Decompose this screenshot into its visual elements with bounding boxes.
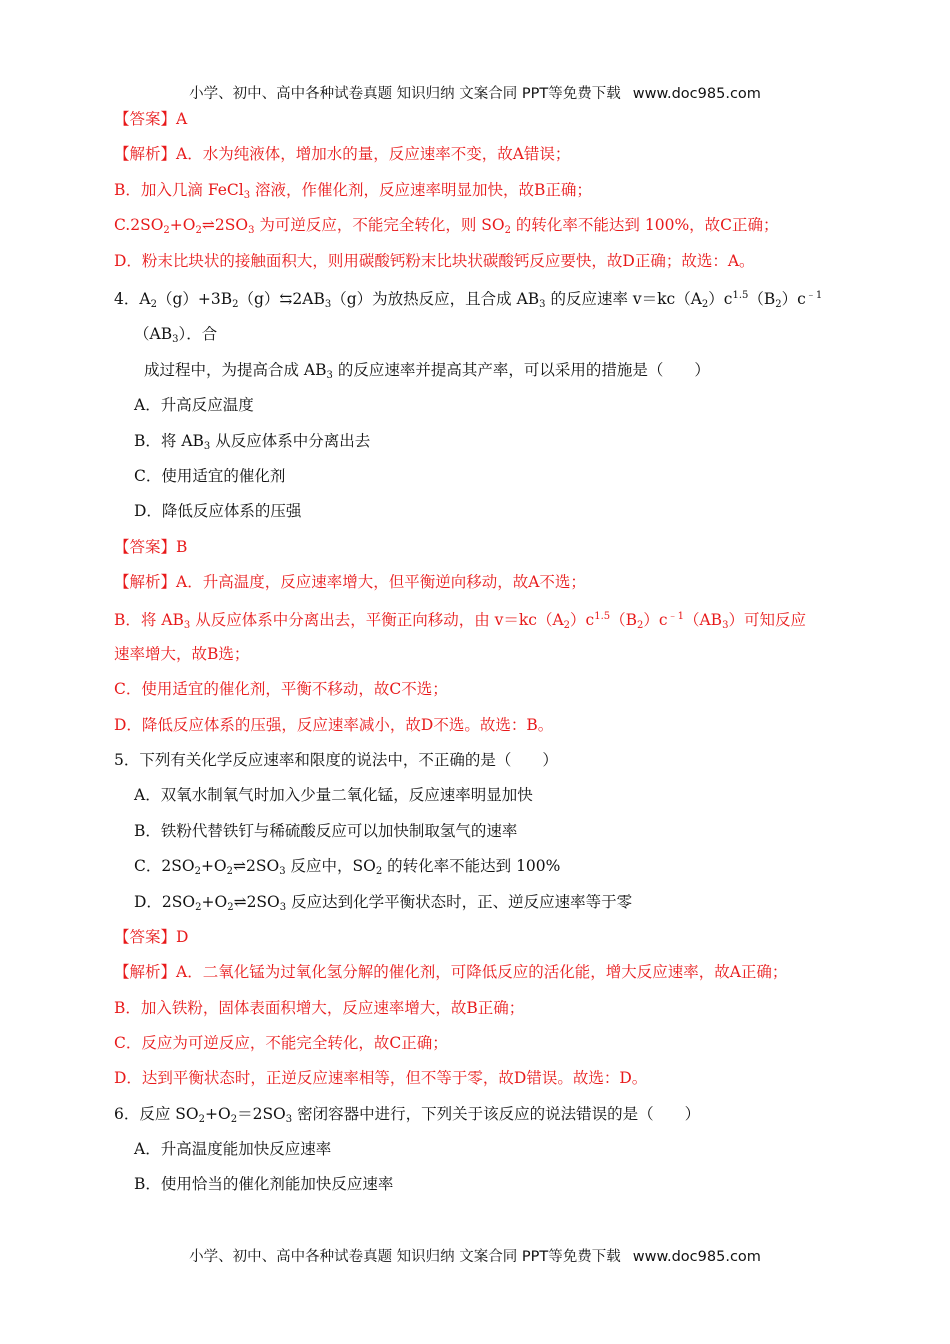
analysis-label: 【解析】 (114, 963, 177, 981)
footer-banner (0, 1245, 950, 1266)
q3-analysis-d: D．粉末比块状的接触面积大，则用碳酸钙粉末比块状碳酸钙反应要快，故D正确；故选：A。 (114, 252, 755, 270)
q6-stem: 6．反应 $SO_2+O_2=2SO_3$ 密闭容器中进行，下列关于该反应的说法错误的是（ ） (114, 1105, 701, 1125)
q5-analysis-c: C．反应为可逆反应，不能完全转化，故C正确； (114, 1034, 448, 1052)
q4-stem-line2: $(AB_3)$．合 (134, 325, 218, 345)
q5-option-a: A．双氧水制氧气时加入少量二氧化锰，反应速率明显加快 (134, 786, 533, 804)
q5-option-c: C．$2SO_2+O_2\rightleftharpoons 2SO_3$ 反应中，$SO_2$ 的转化率不能达到 100% (134, 857, 561, 877)
q6-option-a: A．升高温度能加快反应速率 (134, 1140, 332, 1158)
q4-option-a: A．升高反应温度 (134, 396, 254, 414)
q5-analysis-b: B．加入铁粉，固体表面积增大，反应速率增大，故B正确； (114, 999, 525, 1017)
q4-option-d: D．降低反应体系的压强 (134, 502, 302, 520)
q3-analysis-c: $C.2SO_2+O_2\rightleftharpoons 2SO_3$ 为可逆反应，不能完全转化，则 $SO_2$ 的转化率不能达到 100%，故C正确； (114, 216, 779, 236)
q5-option-d: D．$2SO_2+O_2\rightleftharpoons 2SO_3$ 反应达到化学平衡状态时，正、逆反应速率等于零 (134, 893, 633, 913)
banner-url[interactable]: www.doc985.com (632, 1249, 761, 1265)
banner-text: 小学、初中、高中各种试卷真题 知识归纳 文案合同 PPT等免费下载 (189, 1249, 621, 1265)
q3-exp-a: A．水为纯液体，增加水的量，反应速率不变，故A错误； (176, 145, 571, 163)
q5-option-b: B．铁粉代替铁钉与稀硫酸反应可以加快制取氢气的速率 (134, 822, 518, 840)
q4-analysis-d: D．降低反应体系的压强，反应速率减小，故D不选。故选：B。 (114, 716, 554, 734)
q5-analysis-a: 【解析】A．二氧化锰为过氧化氢分解的催化剂，可降低反应的活化能，增大反应速率，故A正确； (114, 963, 788, 981)
q4-analysis-b-cont: 速率增大，故B选； (114, 645, 250, 663)
q4-analysis-a: 【解析】A．升高温度，反应速率增大，但平衡逆向移动，故A不选； (114, 573, 586, 591)
q5-analysis-d: D．达到平衡状态时，正逆反应速率相等，但不等于零，故D错误。故选：D。 (114, 1069, 648, 1087)
q4-analysis-b: B．将 $AB_3$ 从反应体系中分离出去，平衡正向移动，由 $v=kc(A_2)c^{1.5}(B_2)c^{﹣1}(AB_3)$可知反应 (114, 611, 806, 631)
q4-stem-line3: 成过程中，为提高合成 $AB_3$ 的反应速率并提高其产率，可以采用的措施是（ ） (144, 361, 710, 381)
banner-url[interactable]: www.doc985.com (632, 86, 761, 102)
q4-answer: 【答案】B (114, 538, 188, 556)
q5-answer: 【答案】D (114, 928, 189, 946)
q6-option-b: B．使用恰当的催化剂能加快反应速率 (134, 1175, 394, 1193)
q5-stem: 5．下列有关化学反应速率和限度的说法中，不正确的是（ ） (114, 751, 558, 769)
q3-analysis-b: B．加入几滴 FeCl$_3$ 溶液，作催化剂，反应速率明显加快，故B正确； (114, 181, 592, 201)
q4-stem-line1: 4．$A_2(g)+3B_2(g)⇆2AB_3(g)$为放热反应，且合成 $AB_3$ 的反应速率 $v=kc(A_2)c^{1.5}(B_2)c^{﹣1}$ (114, 290, 823, 310)
q4-option-c: C．使用适宜的催化剂 (134, 467, 286, 485)
header-banner (0, 82, 950, 103)
banner-text: 小学、初中、高中各种试卷真题 知识归纳 文案合同 PPT等免费下载 (189, 86, 621, 102)
q4-option-b: B．将 $AB_3$ 从反应体系中分离出去 (134, 432, 371, 452)
analysis-label: 【解析】 (114, 573, 177, 591)
analysis-label: 【解析】 (114, 145, 177, 163)
q3-answer: 【答案】A (114, 110, 188, 128)
q3-analysis-a (114, 143, 854, 165)
q4-analysis-c: C．使用适宜的催化剂，平衡不移动，故C不选； (114, 680, 448, 698)
